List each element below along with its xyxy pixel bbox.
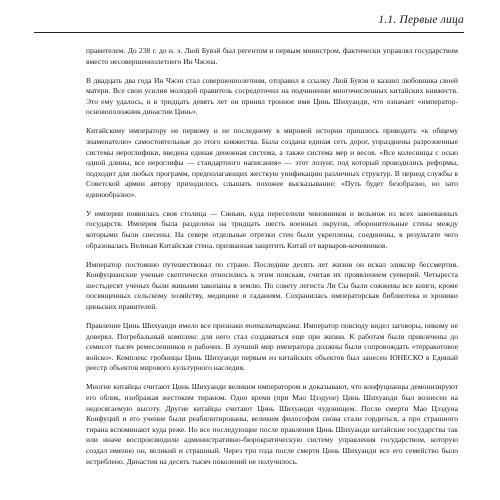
- running-head: 1.1. Первые лица: [378, 14, 464, 26]
- paragraph-text: . Император повсюду видел заговоры, никому не доверял. Погребальный комплекс для него стал создаваться еще при жизни. К работам были привлечены до семисот тысяч ремесленников и рабочих. В лучший мир императора должны были сопровождать «терракотовое войско». Комплекс гробницы Цинь Шихуанди первым из китайских объектов был занесен ЮНЕСКО в Единый реестр объектов мирового культурного наследия.: [86, 321, 458, 373]
- paragraph: Китайскому императору не первому и не последнему в мировой истории пришлось приводить «к общему знаменателю» самостоятельные до этого княжества. Была создана единая сеть дорог, упразднены разрозненные системы иероглифики, введена единая денежная система, а также система мер и весов. «Все колесницы с осью одной длины, все иероглифы — стандартного написания» — этот лозунг, под который проводились реформы, подходит для любых программ, предполагающих жесткую унификацию различных структур. В период службы в Советской армии автору приходилось слышать похожее высказывание: «Путь будет безобразно, но зато единообразно».: [86, 126, 458, 199]
- paragraph: У империи появилась своя столица — Сяньян, куда переселили чиновников и вельмож из всех завоеванных государств. Империя была разделена на тридцать шесть военных округов, оборонительные стены между которыми были снесены. На севере отдельные отрезки стен были укреплены, соединены, в результате чего образовалась Великая Китайская стена, призванная защитить Китай от варваров-кочевников.: [86, 208, 458, 250]
- paragraph: Император постоянно путешествовал по стране. Последние десять лет жизни он искал эликсир бессмертия. Конфуцианские ученые скептически относились к этим поискам, считая их проявлением суеверий. Четыреста шестьдесят ученых были живыми закопаны в землю. По совету легиста Ли Сы были сожжены все книги, кроме посвященных сельскому хозяйству, медицине и гаданиям. Сохранилась императорская библиотека и хроники циньских правителей.: [86, 259, 458, 312]
- emphasized-term: тоталитаризма: [245, 321, 300, 331]
- paragraph: В двадцать два года Ин Чжэн стал совершеннолетним, отправил в ссылку Люй Бувэя и казнил любовника своей матери. Все свои усилия молодой правитель сосредоточил на подчинении многочисленных китайских княжеств. Это ему удалось, и в тридцать девять лет он принял тронное имя Цинь Шихуанди, что означает «император-основоположник династии Цинь».: [86, 75, 458, 117]
- paragraph: правителем. До 238 г. до н. э. Люй Бувэй был регентом и первым министром, фактически управлял государством вместо несовершеннолетнего Ин Чжэна.: [86, 46, 458, 66]
- paragraph: [86, 321, 458, 374]
- paragraph-text: Правление Цинь Шихуанди имело все признаки: [86, 321, 246, 331]
- header-rule: [34, 32, 464, 33]
- body-text: [86, 46, 458, 476]
- paragraph: Многие китайцы считают Цинь Шихуанди великим императором и доказывают, что конфуцианцы демонизируют его облик, изображая жестоким тираном. Одно время (при Мао Цзэдуне) Цинь Шихуанди был вознесен на недосягаемую высоту. Другие китайцы считают Цинь Шихуанди чудовищем. После смерти Мао Цзэдуна Конфуций и его учение были реабилитированы, великим философом снова стали гордиться, а про страшного тирана вспоминают куда реже. Но все последующие после правления Цинь Шихуанди китайские государства так или иначе воспроизводили административно-бюрократическую систему управления государством, которую создал именно он, великий и страшный. Через три года после смерти Цинь Шихуанди все его семейство было истреблено. Династия на десять тысяч поколений не получилось.: [86, 382, 458, 466]
